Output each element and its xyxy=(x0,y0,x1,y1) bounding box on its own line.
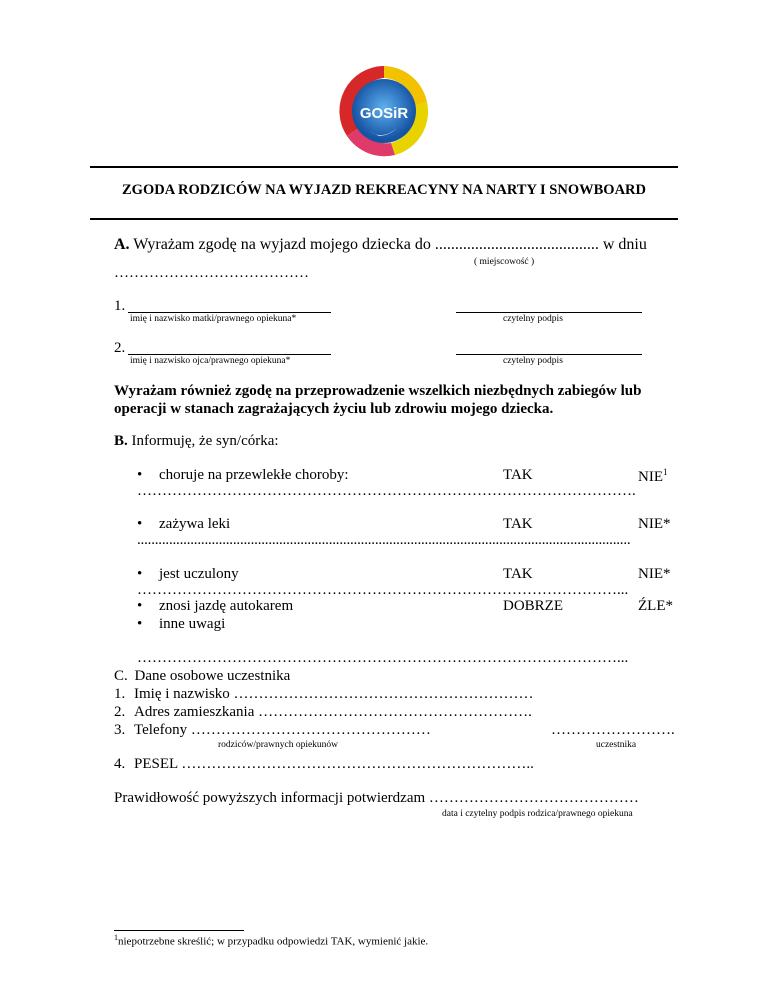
bus-travel-bad[interactable]: ŹLE* xyxy=(638,598,673,614)
allergy-label: • jest uczulony xyxy=(159,566,239,583)
field-phones-participant[interactable]: ……………………. xyxy=(551,722,675,738)
place-caption: ( miejscowość ) xyxy=(474,257,535,267)
sig1-number: 1. xyxy=(114,298,126,314)
allergy-no[interactable]: NIE* xyxy=(638,566,671,582)
condition-chronic-yes[interactable]: TAK xyxy=(503,467,533,483)
footnote xyxy=(114,933,428,948)
field-pesel-text: PESEL …………………………………………………………….. xyxy=(134,756,534,772)
title-rule-bottom xyxy=(90,218,678,220)
page-title: ZGODA RODZICÓW NA WYJAZD REKREACYNY NA NARTY I SNOWBOARD xyxy=(122,182,646,198)
confirmation-line: Prawidłowość powyższych informacji potwierdzam …………………………………… xyxy=(114,790,639,806)
condition-chronic-dots: ………………………………………………………………………………………. xyxy=(137,483,636,499)
field-phones-num: 3. xyxy=(114,722,126,738)
section-b-line xyxy=(114,433,279,450)
bus-travel-label: • znosi jazdę autokarem xyxy=(159,598,293,615)
condition-chronic-no[interactable] xyxy=(638,467,668,486)
medication-yes[interactable]: TAK xyxy=(503,516,533,532)
gosir-logo xyxy=(335,62,433,160)
section-b-letter: B. xyxy=(114,433,128,449)
field-name[interactable] xyxy=(114,686,534,703)
sig1-signature-caption: czytelny podpis xyxy=(503,314,563,324)
consent-line-1: Wyrażam również zgodę na przeprowadzenie wszelkich niezbędnych zabiegów lub xyxy=(114,383,642,399)
confirmation-caption: data i czytelny podpis rodzica/prawnego opiekuna xyxy=(442,809,633,819)
section-c-letter: C. xyxy=(114,668,128,684)
medication-no[interactable]: NIE* xyxy=(638,516,671,532)
sig1-name-line xyxy=(128,312,331,313)
phones-caption-parents: rodziców/prawnych opiekunów xyxy=(218,740,339,750)
footnote-text: niepotrzebne skreślić; w przypadku odpowiedzi TAK, wymienić jakie. xyxy=(118,935,429,948)
other-notes-label: • inne uwagi xyxy=(159,616,225,633)
sig1-signature-line xyxy=(456,312,642,313)
medication-label: • zażywa leki xyxy=(159,516,230,533)
field-name-text: Imię i nazwisko …………………………………………………… xyxy=(134,686,534,702)
section-c-heading xyxy=(114,668,290,685)
field-pesel[interactable] xyxy=(114,756,534,773)
field-address-text: Adres zamieszkania ………………………………………………. xyxy=(134,704,532,720)
sig2-signature-line xyxy=(456,354,642,355)
sig2-name-line xyxy=(128,354,331,355)
field-phones-text: Telefony ………………………………………… xyxy=(134,722,431,738)
section-b-intro: Informuję, że syn/córka: xyxy=(131,433,279,449)
logo-text: GOSiR xyxy=(359,105,409,122)
footnote-separator xyxy=(114,930,244,931)
field-name-num: 1. xyxy=(114,686,126,702)
allergy-dots: ……………………………………………………………………………………... xyxy=(137,582,629,598)
section-a-text: Wyrażam zgodę na wyjazd mojego dziecka do ......................................... w dniu xyxy=(133,236,647,253)
field-address-num: 2. xyxy=(114,704,126,720)
allergy-yes[interactable]: TAK xyxy=(503,566,533,582)
date-dots: ………………………………… xyxy=(114,265,309,281)
title-rule-top xyxy=(90,166,678,168)
section-a-line xyxy=(114,236,647,254)
section-c-title: Dane osobowe uczestnika xyxy=(134,668,291,684)
field-phones[interactable] xyxy=(114,722,431,739)
medication-dots: ........................................................................................................................................... xyxy=(137,532,631,548)
gosir-logo-graphic xyxy=(335,62,433,160)
field-address[interactable] xyxy=(114,704,532,721)
sig2-signature-caption: czytelny podpis xyxy=(503,356,563,366)
footnote-mark: 1 xyxy=(114,933,118,942)
field-pesel-num: 4. xyxy=(114,756,126,772)
condition-chronic-no-label: NIE xyxy=(638,469,663,485)
phones-caption-participant: uczestnika xyxy=(596,740,637,750)
sig2-caption: imię i nazwisko ojca/prawnego opiekuna* xyxy=(130,356,291,366)
consent-line-2: operacji w stanach zagrażających życiu lub zdrowiu mojego dziecka. xyxy=(114,401,554,417)
sig2-number: 2. xyxy=(114,340,126,356)
footnote-ref: 1 xyxy=(663,467,668,477)
bus-travel-good[interactable]: DOBRZE xyxy=(503,598,563,614)
sig1-caption: imię i nazwisko matki/prawnego opiekuna* xyxy=(130,314,297,324)
other-notes-dots: ……………………………………………………………………………………... xyxy=(137,650,629,666)
condition-chronic-label: • choruje na przewlekłe choroby: xyxy=(159,467,349,484)
section-a-letter: A. xyxy=(114,236,130,253)
